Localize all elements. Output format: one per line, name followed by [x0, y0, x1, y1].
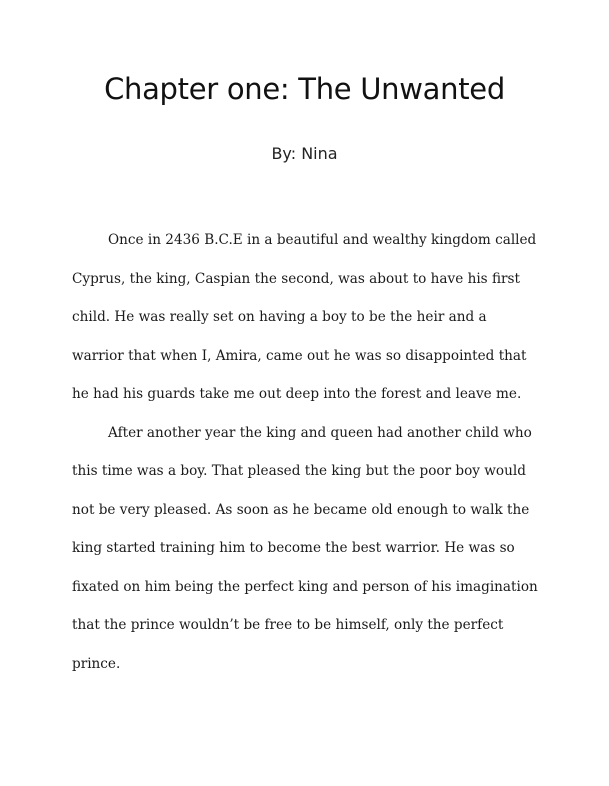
- author-byline: By: Nina: [271, 144, 338, 163]
- chapter-title: Chapter one: The Unwanted: [104, 72, 505, 106]
- paragraph: After another year the king and queen had another child who this time was a boy. That pleased the king but the poor boy would not be very pleased. As soon as he became old enough to walk the king started training him to become the best warrior. He was so fixated on him being the perfect king and person of his imagination that the prince wouldn’t be free to be himself, only the perfect prince.: [72, 424, 538, 672]
- chapter-body: [72, 221, 542, 683]
- paragraph: Once in 2436 B.C.E in a beautiful and wealthy kingdom called Cyprus, the king, Caspian the second, was about to have his first child. He was really set on having a boy to be the heir and a warrior that when I, Amira, came out he was so disappointed that he had his guards take me out deep into the forest and leave me.: [72, 232, 537, 402]
